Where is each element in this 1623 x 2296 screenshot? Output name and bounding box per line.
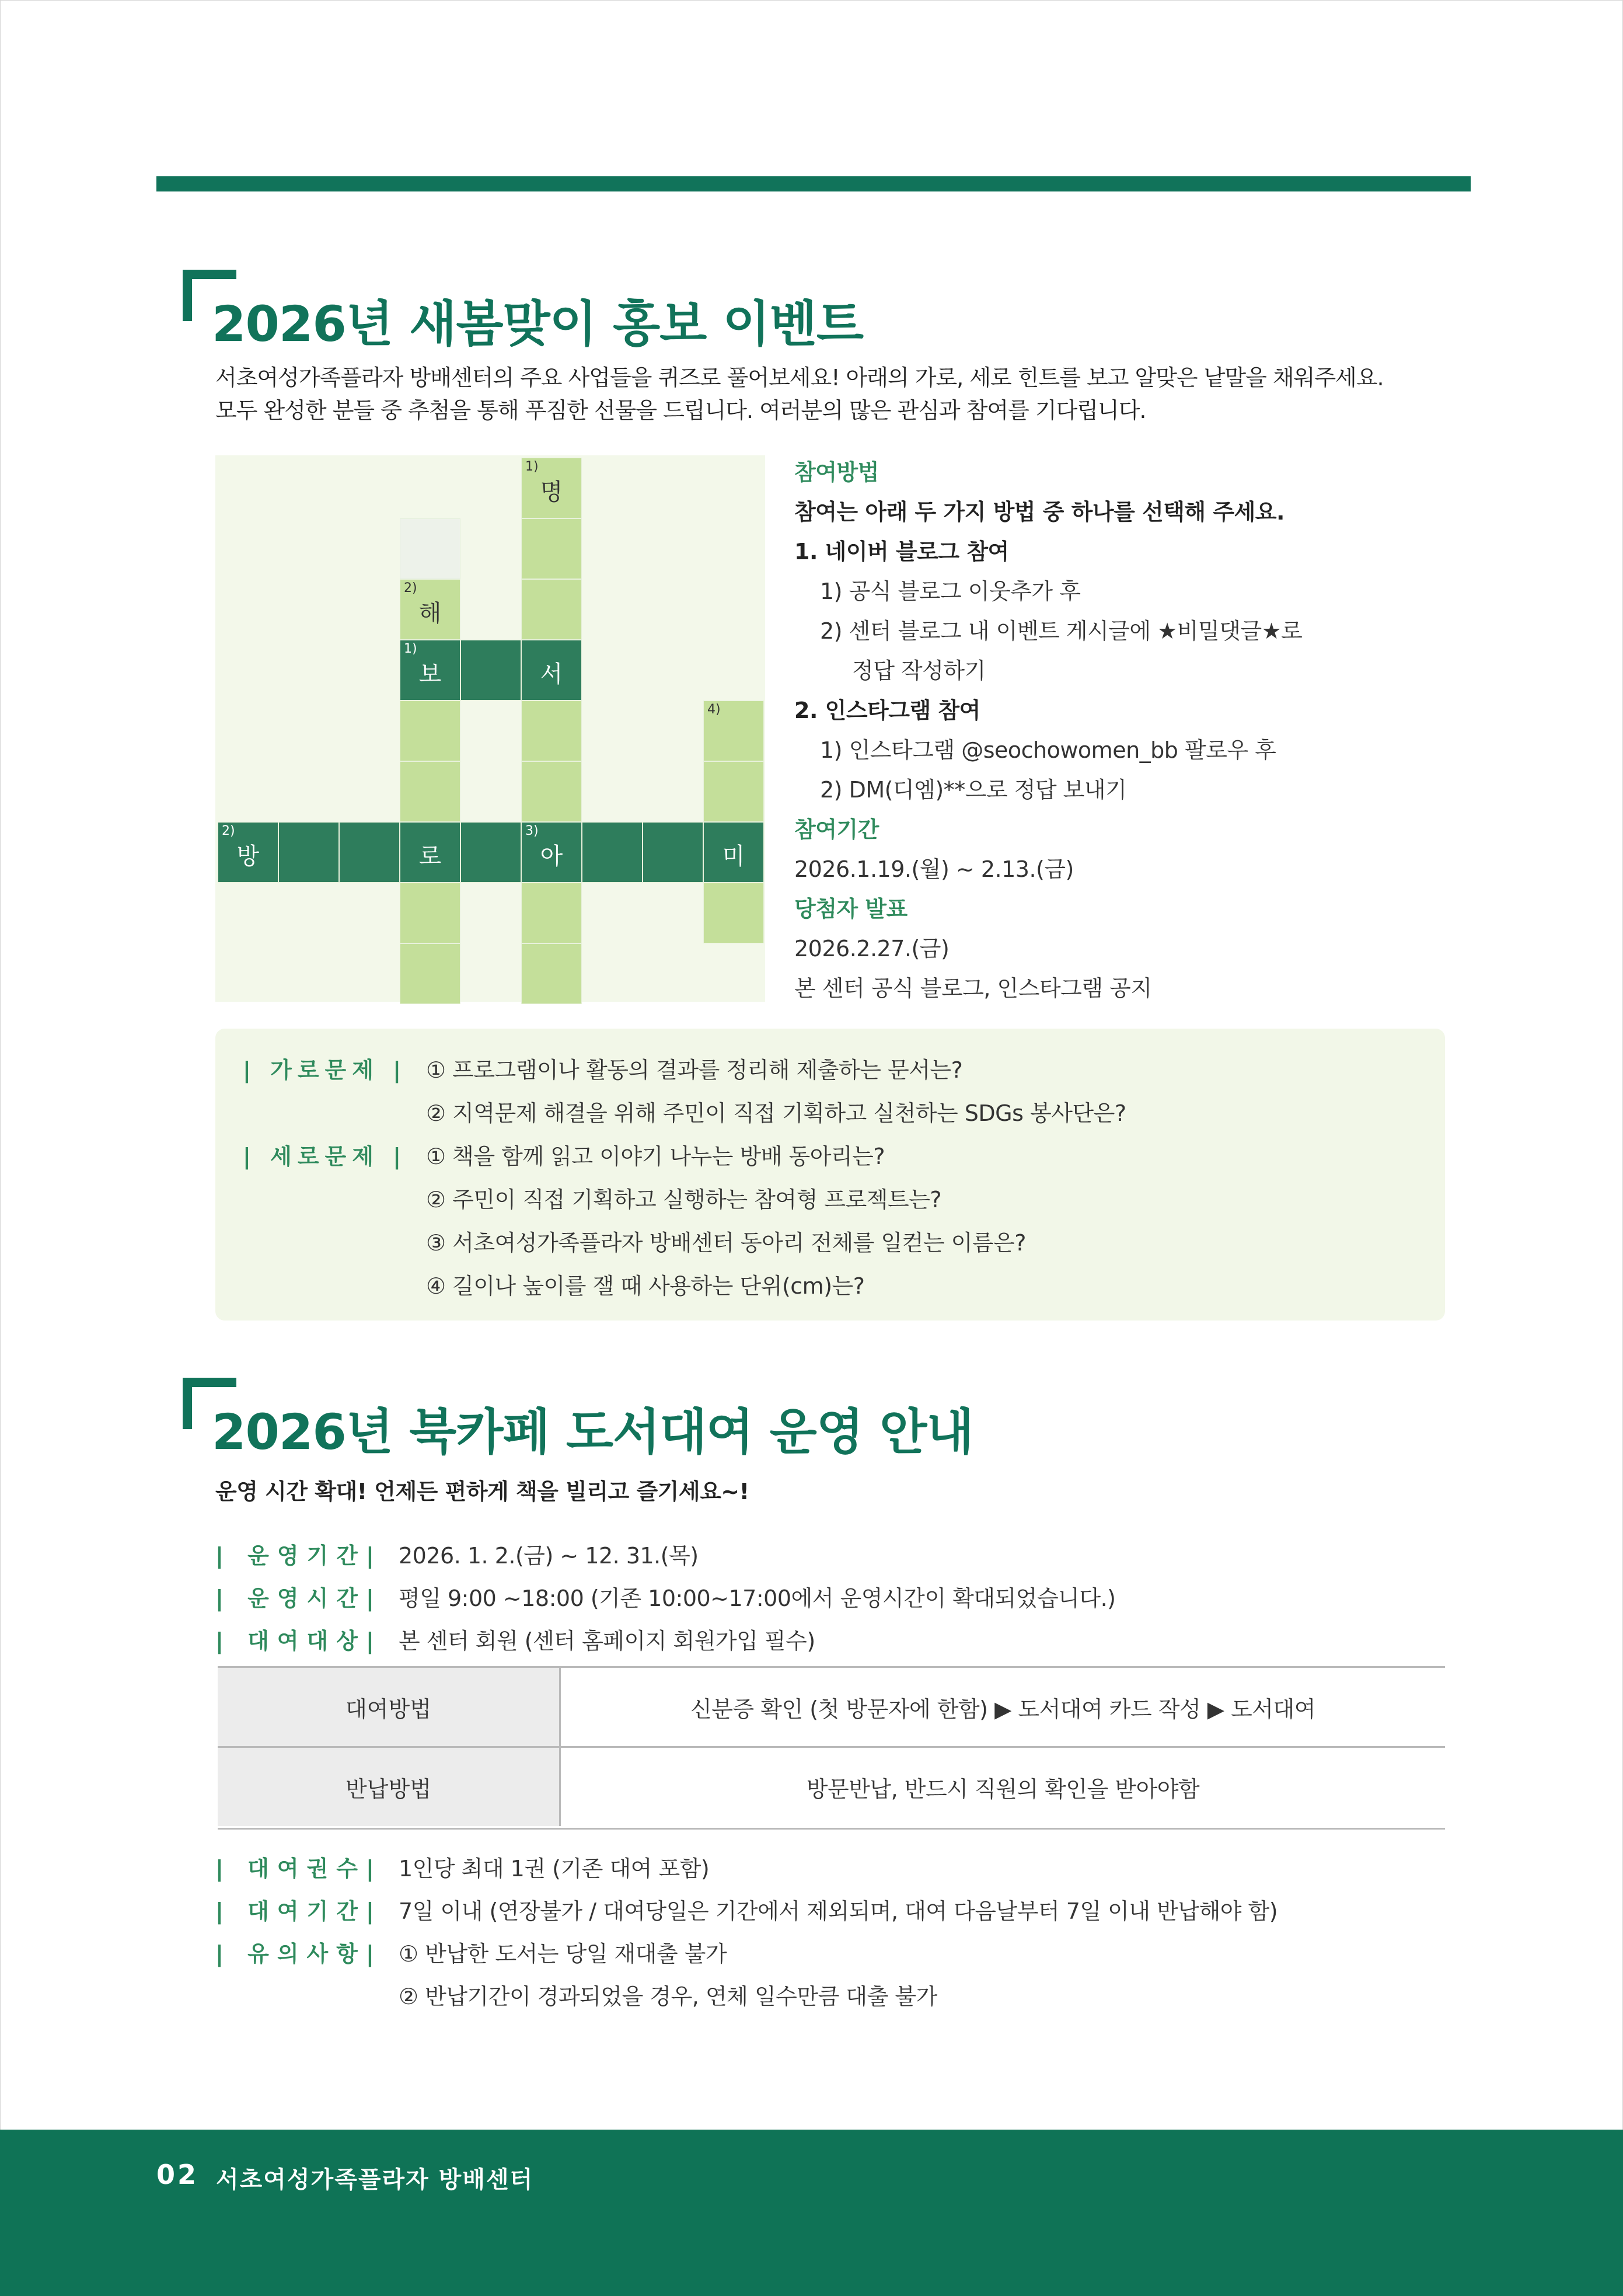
crossword-clue-number: 2): [222, 824, 235, 838]
crossword-clue-number: 1): [525, 459, 539, 474]
notes-label: | 유의사항|: [215, 1941, 382, 1967]
naver-step-2: 2) 센터 블로그 내 이벤트 게시글에 ★비밀댓글★로: [820, 618, 1303, 644]
crossword-cell[interactable]: [400, 761, 460, 822]
crossword-cell[interactable]: [703, 822, 764, 883]
crossword-letter: 명: [540, 479, 563, 506]
winner-announcement: 본 센터 공식 블로그, 인스타그램 공지: [794, 975, 1152, 1001]
instagram-step-1: 1) 인스타그램 @seochowomen_bb 팔로우 후: [820, 737, 1276, 763]
operation-hours-label: | 운영시간|: [215, 1586, 382, 1611]
crossword-cell[interactable]: [521, 822, 582, 883]
crossword-grid: [215, 455, 765, 1002]
crossword-cell[interactable]: [521, 640, 582, 701]
rental-count-label: | 대여권수|: [215, 1856, 382, 1882]
crossword-clue-number: 2): [404, 581, 417, 595]
crossword-cell[interactable]: [339, 822, 400, 883]
operation-period-label-text: 운영기간: [247, 1543, 366, 1569]
crossword-letter: 방: [236, 843, 260, 870]
down-label: | 세로문제 |: [243, 1144, 407, 1169]
crossword-cell[interactable]: [521, 883, 582, 943]
rental-duration-value: 7일 이내 (연장불가 / 대여당일은 기간에서 제외되며, 대여 다음날부터 7일 이내 반납해야 함): [399, 1898, 1278, 1924]
crossword-cell[interactable]: [400, 518, 460, 579]
crossword-letter: 로: [418, 843, 442, 870]
crossword-cell[interactable]: [400, 640, 460, 701]
down-question-4: ④ 길이나 높이를 잴 때 사용하는 단위(cm)는?: [426, 1273, 865, 1299]
rental-count-value: 1인당 최대 1권 (기존 대여 포함): [399, 1856, 710, 1882]
rental-target-label-text: 대여대상: [247, 1628, 366, 1654]
crossword-cell[interactable]: [400, 943, 460, 1004]
period-heading: 참여기간: [794, 817, 879, 842]
instagram-heading: 2. 인스타그램 참여: [794, 698, 980, 723]
crossword-cell[interactable]: [400, 701, 460, 761]
return-method-header: 반납방법: [218, 1748, 561, 1826]
crossword-clue-number: 4): [707, 702, 721, 717]
crossword-cell[interactable]: [218, 822, 278, 883]
crossword-cell[interactable]: [521, 761, 582, 822]
crossword-letter: 해: [418, 600, 442, 627]
crossword-cell[interactable]: [521, 458, 582, 518]
crossword-cell[interactable]: [278, 822, 339, 883]
across-question-2: ② 지역문제 해결을 위해 주민이 직접 기획하고 실천하는 SDGs 봉사단은?: [426, 1100, 1126, 1126]
operation-hours-label-text: 운영시간: [247, 1586, 366, 1611]
down-question-3: ③ 서초여성가족플라자 방배센터 동아리 전체를 일컫는 이름은?: [426, 1230, 1026, 1256]
operation-period-value: 2026. 1. 2.(금) ~ 12. 31.(목): [399, 1543, 699, 1569]
winner-heading: 당첨자 발표: [794, 896, 908, 922]
crossword-clue-number: 1): [404, 642, 417, 656]
down-question-2: ② 주민이 직접 기획하고 실행하는 참여형 프로젝트는?: [426, 1187, 942, 1213]
crossword-letter: 미: [722, 843, 745, 870]
crossword-cell[interactable]: [582, 822, 643, 883]
crossword-cell[interactable]: [703, 883, 764, 943]
naver-step-2-cont: 정답 작성하기: [852, 658, 986, 684]
method-heading: 참여방법: [794, 459, 879, 485]
footer-bar: [0, 2130, 1623, 2296]
crossword-letter: 서: [540, 661, 563, 688]
event-intro-line-1: 서초여성가족플라자 방배센터의 주요 사업들을 퀴즈로 풀어보세요! 아래의 가로, 세로 힌트를 보고 알맞은 낱말을 채워주세요.: [215, 365, 1384, 391]
naver-heading: 1. 네이버 블로그 참여: [794, 539, 1009, 565]
event-title: 2026년 새봄맞이 홍보 이벤트: [212, 295, 863, 353]
crossword-cell[interactable]: [460, 640, 521, 701]
rent-method-value: 신분증 확인 (첫 방문자에 한함) ▶ 도서대여 카드 작성 ▶ 도서대여: [690, 1696, 1315, 1722]
bookcafe-title: 2026년 북카페 도서대여 운영 안내: [212, 1403, 973, 1461]
across-label-text: 가로문제: [270, 1057, 379, 1083]
rental-target-value: 본 센터 회원 (센터 홈페이지 회원가입 필수): [399, 1628, 815, 1654]
crossword-cell[interactable]: [521, 518, 582, 579]
crossword-cell[interactable]: [400, 822, 460, 883]
crossword-clue-number: 3): [525, 824, 539, 838]
return-method-value: 방문반납, 반드시 직원의 확인을 받아야함: [806, 1776, 1200, 1802]
crossword-letter: 아: [540, 843, 563, 870]
crossword-cell[interactable]: [521, 943, 582, 1004]
rent-method-header: 대여방법: [218, 1668, 561, 1746]
operation-hours-value: 평일 9:00 ~18:00 (기존 10:00~17:00에서 운영시간이 확대되었습니다.): [399, 1586, 1116, 1611]
naver-step-1: 1) 공식 블로그 이웃추가 후: [820, 579, 1081, 604]
operation-period-label: | 운영기간|: [215, 1543, 382, 1569]
across-question-1: ① 프로그램이나 활동의 결과를 정리해 제출하는 문서는?: [426, 1057, 963, 1083]
footer-org-name: 서초여성가족플라자 방배센터: [216, 2166, 534, 2193]
crossword-letter: 보: [418, 661, 442, 688]
crossword-cell[interactable]: [460, 822, 521, 883]
page-number: 02: [156, 2159, 199, 2190]
crossword-cell[interactable]: [400, 883, 460, 943]
across-label: | 가로문제 |: [243, 1057, 407, 1083]
note-1: ① 반납한 도서는 당일 재대출 불가: [399, 1941, 727, 1967]
crossword-cell[interactable]: [703, 701, 764, 761]
down-question-1: ① 책을 함께 읽고 이야기 나누는 방배 동아리는?: [426, 1144, 885, 1169]
rental-duration-label-text: 대여기간: [247, 1898, 366, 1924]
bookcafe-subtitle: 운영 시간 확대! 언제든 편하게 책을 빌리고 즐기세요~!: [215, 1479, 749, 1504]
crossword-cell[interactable]: [400, 579, 460, 640]
notes-label-text: 유의사항: [247, 1941, 366, 1967]
rental-target-label: | 대여대상|: [215, 1628, 382, 1654]
event-intro-line-2: 모두 완성한 분들 중 추첨을 통해 푸짐한 선물을 드립니다. 여러분의 많은 관심과 참여를 기다립니다.: [215, 398, 1146, 423]
table-row: [218, 1748, 1445, 1826]
down-label-text: 세로문제: [270, 1144, 379, 1169]
method-description: 참여는 아래 두 가지 방법 중 하나를 선택해 주세요.: [794, 499, 1285, 525]
period-value: 2026.1.19.(월) ~ 2.13.(금): [794, 856, 1074, 882]
crossword-cell[interactable]: [643, 822, 703, 883]
note-2: ② 반납기간이 경과되었을 경우, 연체 일수만큼 대출 불가: [399, 1984, 937, 2009]
crossword-cell[interactable]: [703, 761, 764, 822]
rental-duration-label: | 대여기간|: [215, 1898, 382, 1924]
top-divider-bar: [156, 176, 1471, 191]
crossword-cell[interactable]: [521, 701, 582, 761]
winner-date: 2026.2.27.(금): [794, 936, 950, 961]
rental-count-label-text: 대여권수: [247, 1856, 366, 1882]
instagram-step-2: 2) DM(디엠)**으로 정답 보내기: [820, 777, 1127, 803]
table-row: [218, 1668, 1445, 1748]
crossword-cell[interactable]: [521, 579, 582, 640]
rental-method-table: [218, 1666, 1445, 1830]
